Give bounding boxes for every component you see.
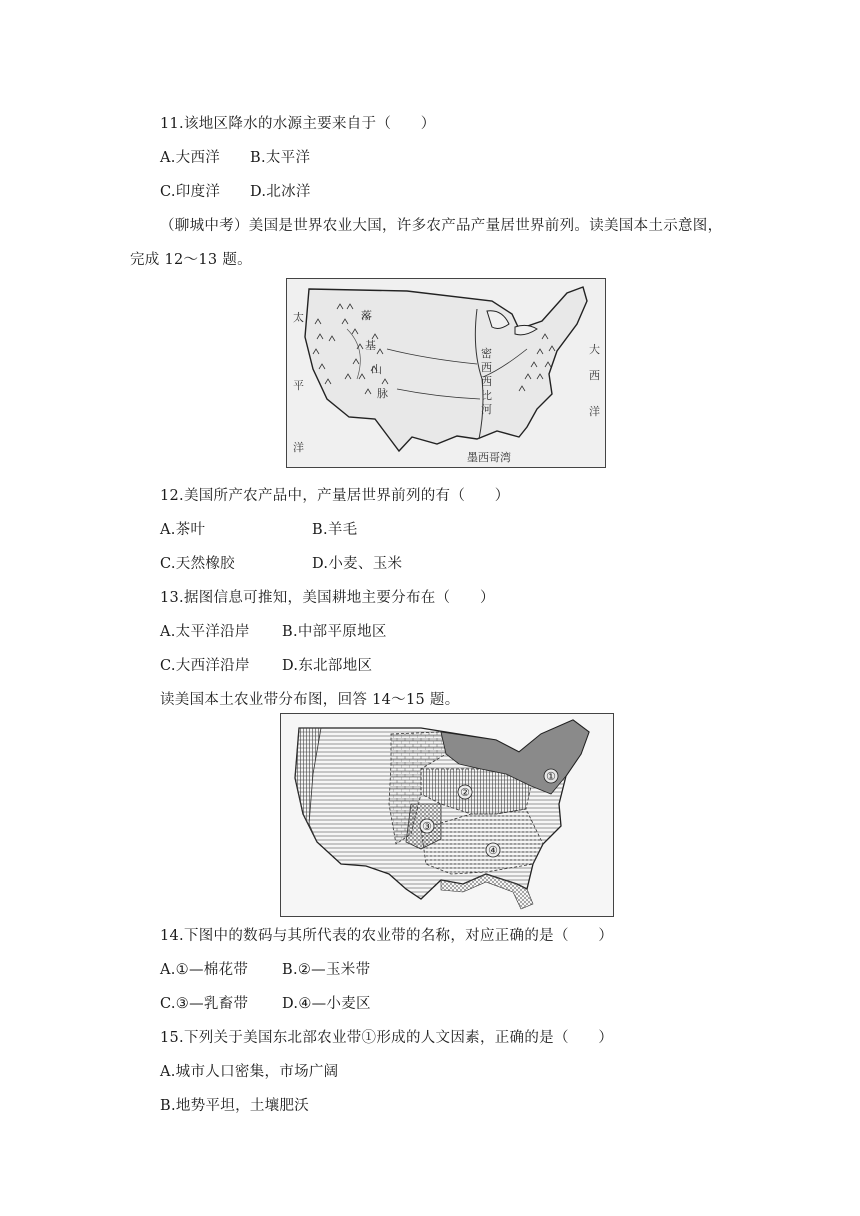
map2-marker-1: ① bbox=[546, 770, 556, 783]
map1-label-atlantic-1: 大 bbox=[589, 343, 600, 356]
map1-label-rocky-4: 脉 bbox=[377, 387, 388, 400]
map1-label-river-2: 西 bbox=[481, 361, 492, 374]
q11-option-d: D.北冰洋 bbox=[250, 184, 311, 200]
q11-option-a: A.大西洋 bbox=[160, 150, 221, 166]
q15-option-a: A.城市人口密集，市场广阔 bbox=[160, 1064, 339, 1080]
q14-option-d: D.④—小麦区 bbox=[282, 996, 371, 1012]
map1-label-atlantic-3: 洋 bbox=[589, 405, 600, 418]
q11-stem: 11.该地区降水的水源主要来自于（ ） bbox=[160, 116, 436, 132]
q15-option-b: B.地势平坦，土壤肥沃 bbox=[160, 1098, 310, 1114]
map1-label-pacific-1: 太 bbox=[293, 311, 304, 324]
map1-label-pacific-2: 平 bbox=[293, 379, 304, 392]
map2-marker-3: ③ bbox=[422, 820, 432, 833]
q15-stem: 15.下列关于美国东北部农业带①形成的人文因素，正确的是（ ） bbox=[160, 1030, 614, 1046]
map1-label-rocky-3: 山 bbox=[371, 363, 382, 376]
q12-stem: 12.美国所产农产品中，产量居世界前列的有（ ） bbox=[160, 488, 510, 504]
map1-label-river-1: 密 bbox=[481, 347, 492, 360]
intro-12-13-line2: 完成 12～13 题。 bbox=[130, 252, 252, 268]
map1-label-rocky-1: 落 bbox=[361, 309, 372, 322]
q12-option-a: A.茶叶 bbox=[160, 522, 206, 538]
q14-option-a: A.①—棉花带 bbox=[160, 962, 249, 978]
us-agriculture-belts-map bbox=[280, 713, 614, 917]
q11-option-c: C.印度洋 bbox=[160, 184, 221, 200]
q12-option-d: D.小麦、玉米 bbox=[312, 556, 403, 572]
q12-option-b: B.羊毛 bbox=[312, 522, 358, 538]
intro-12-13-line1: （聊城中考）美国是世界农业大国，许多农产品产量居世界前列。读美国本土示意图， bbox=[160, 218, 723, 234]
map2-marker-2: ② bbox=[460, 786, 470, 799]
map1-label-pacific-3: 洋 bbox=[293, 441, 304, 454]
q14-option-b: B.②—玉米带 bbox=[282, 962, 371, 978]
q12-option-c: C.天然橡胶 bbox=[160, 556, 235, 572]
map1-label-river-3: 西 bbox=[481, 375, 492, 388]
map1-label-rocky-2: 基 bbox=[365, 339, 376, 352]
map1-label-gulf: 墨西哥湾 bbox=[467, 451, 511, 464]
us-relief-map bbox=[286, 278, 606, 468]
q13-option-c: C.大西洋沿岸 bbox=[160, 658, 250, 674]
q13-option-d: D.东北部地区 bbox=[282, 658, 373, 674]
intro-14-15: 读美国本土农业带分布图，回答 14～15 题。 bbox=[160, 692, 460, 708]
q14-option-c: C.③—乳畜带 bbox=[160, 996, 249, 1012]
map2-marker-4: ④ bbox=[488, 844, 498, 857]
map1-label-river-5: 河 bbox=[481, 403, 492, 416]
q13-stem: 13.据图信息可推知，美国耕地主要分布在（ ） bbox=[160, 590, 495, 606]
q14-stem: 14.下图中的数码与其所代表的农业带的名称，对应正确的是（ ） bbox=[160, 928, 614, 944]
map1-label-river-4: 比 bbox=[481, 389, 492, 402]
q11-option-b: B.太平洋 bbox=[250, 150, 311, 166]
q13-option-b: B.中部平原地区 bbox=[282, 624, 387, 640]
q13-option-a: A.太平洋沿岸 bbox=[160, 624, 250, 640]
map1-label-atlantic-2: 西 bbox=[589, 369, 600, 382]
